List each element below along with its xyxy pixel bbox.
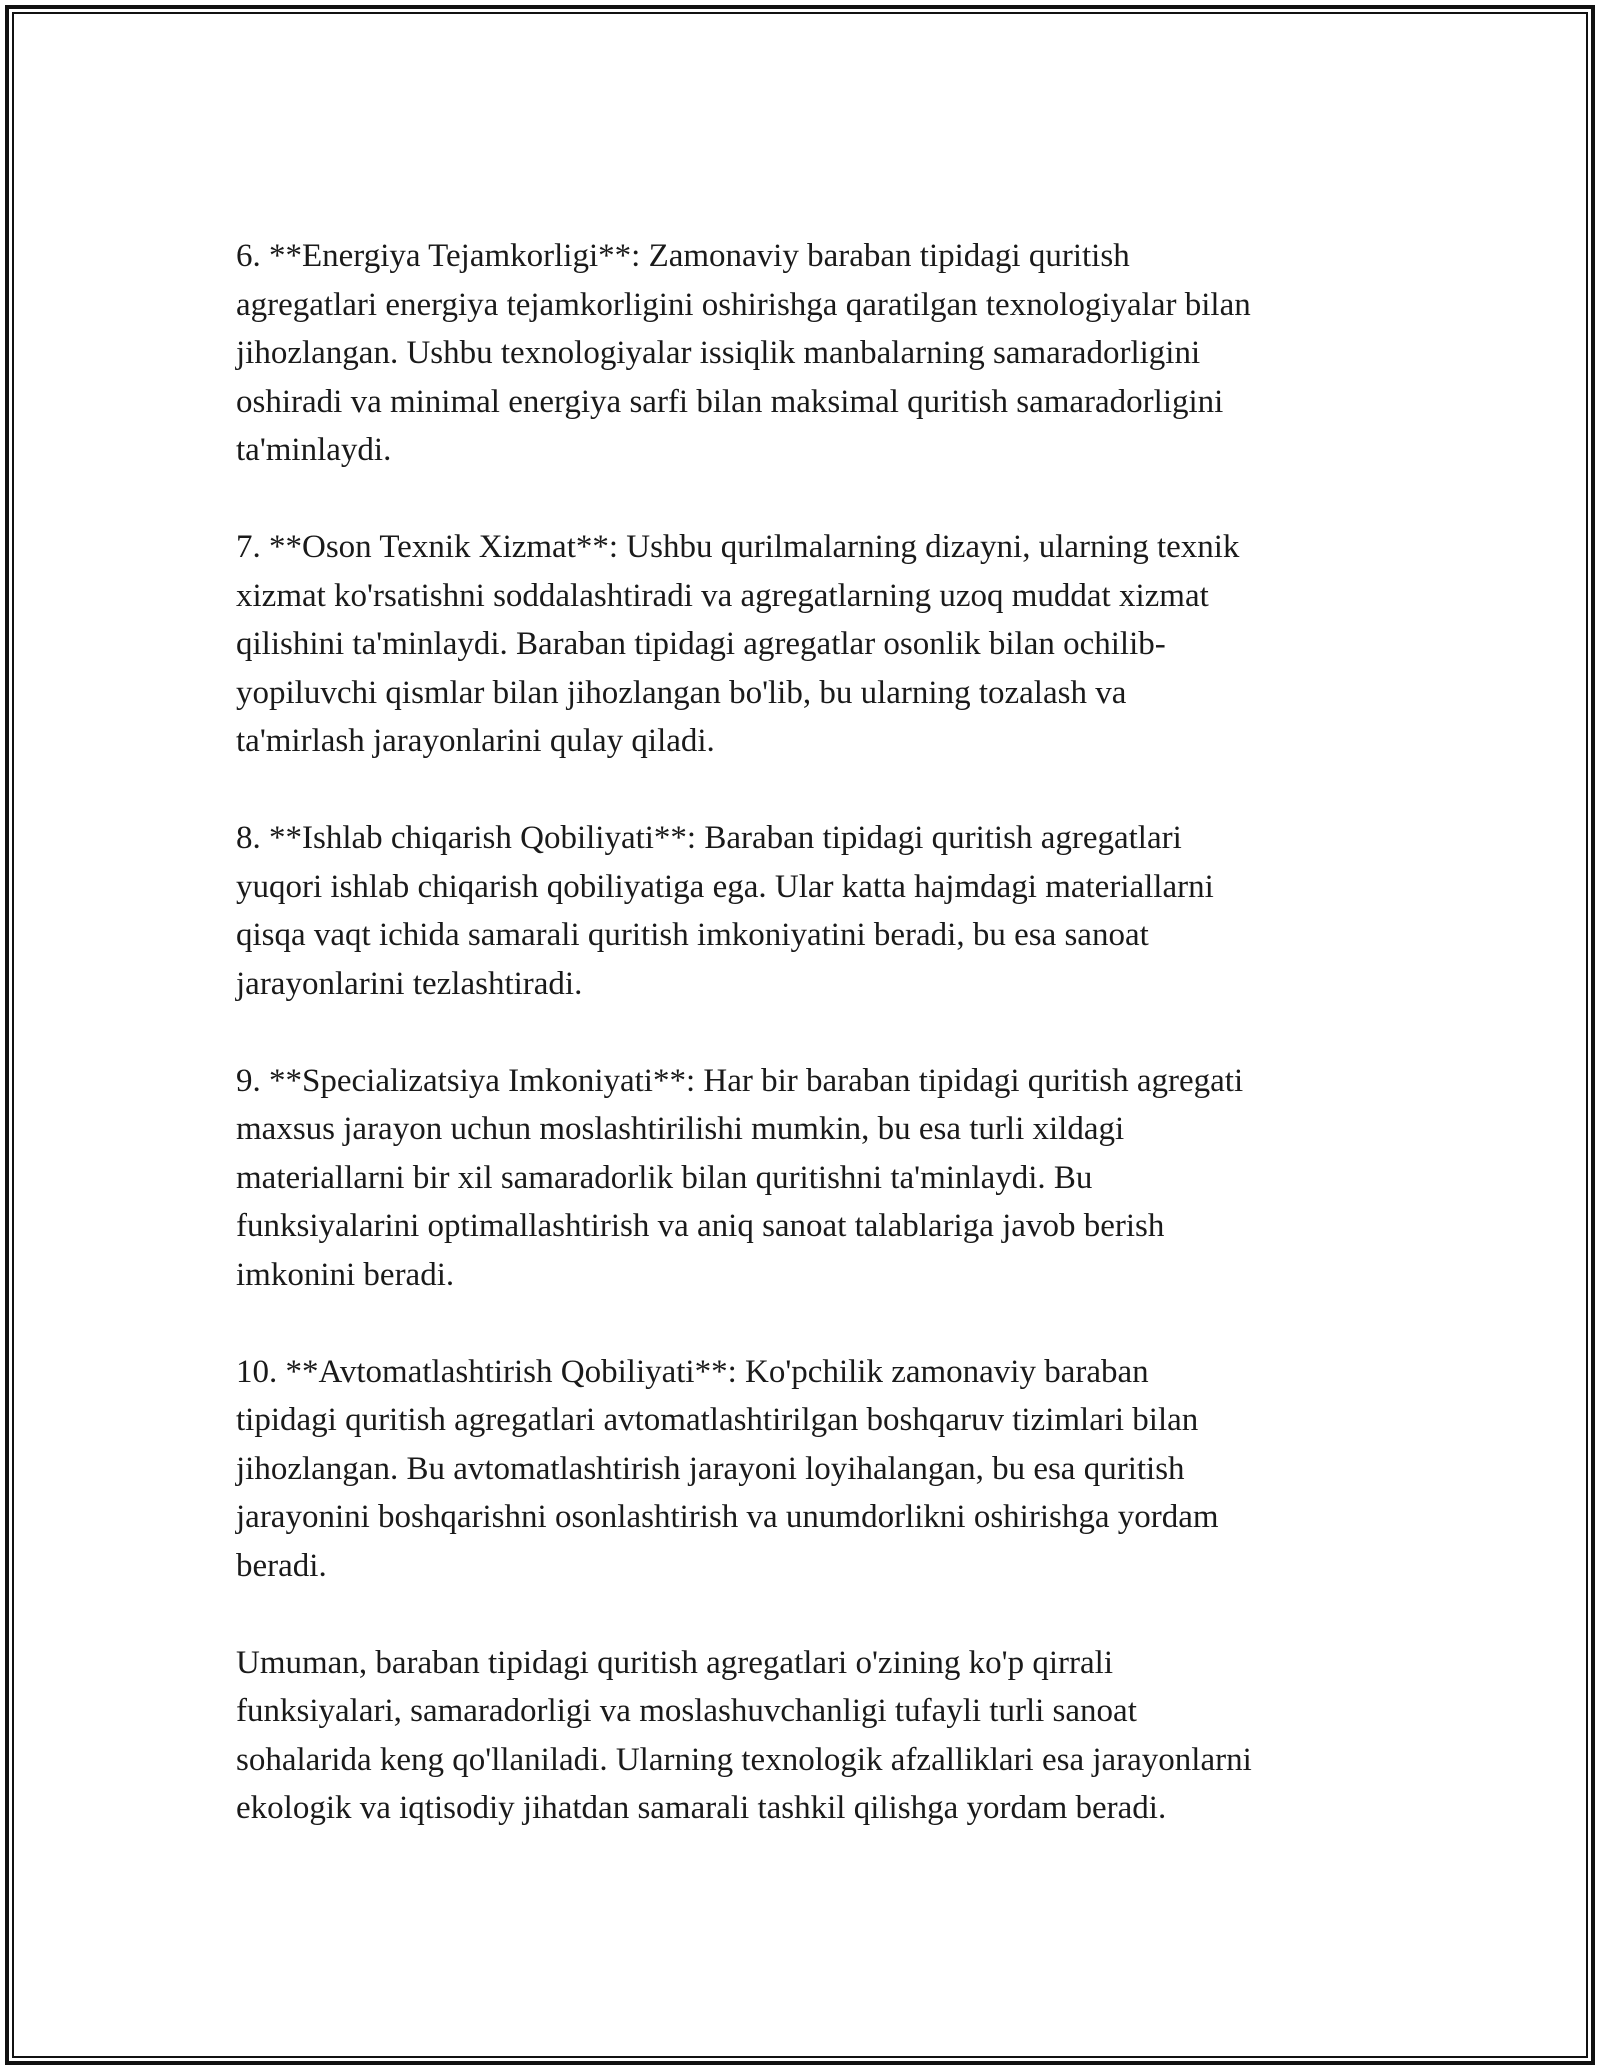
paragraph-automation: 10. **Avtomatlashtirish Qobiliyati**: Ko'pchilik zamonaviy baraban tipidagi quritish agregatlari avtomatlashtirilgan boshqaruv tizimlari bilan jihozlangan. Bu avtomatlashtirish jarayoni loyihalangan, bu esa quritish jarayonini boshqarishni osonlashtirish va unumdorlikni oshirishga yordam beradi. (236, 1353, 1219, 1584)
paragraph-energy-efficiency: 6. **Energiya Tejamkorligi**: Zamonaviy baraban tipidagi quritish agregatlari energiya tejamkorligini oshirishga qaratilgan texnologiyalar bilan jihozlangan. Ushbu texnologiyalar issiqlik manbalarning samaradorligini oshiradi va minimal energiya sarfi bilan maksimal quritish samaradorligini ta'minlaydi. (236, 238, 1251, 468)
paragraph-production-capacity: 8. **Ishlab chiqarish Qobiliyati**: Baraban tipidagi quritish agregatlari yuqori ishlab chiqarish qobiliyatiga ega. Ular katta hajmdagi materiallarni qisqa vaqt ichida samarali quritish imkoniyatini beradi, bu esa sanoat jarayonlarini tezlashtiradi. (236, 820, 1214, 1002)
paragraph-easy-maintenance: 7. **Oson Texnik Xizmat**: Ushbu qurilmalarning dizayni, ularning texnik xizmat ko'rsatishni soddalashtiradi va agregatlarning uzoq muddat xizmat qilishini ta'minlaydi. Baraban tipidagi agregatlar osonlik bilan ochilib- yopiluvchi qismlar bilan jihozlangan bo'lib, bu ularning tozalash va ta'mirlash jarayonlarini qulay qiladi. (236, 529, 1240, 759)
document-body (236, 232, 1376, 1833)
paragraph-specialization: 9. **Specializatsiya Imkoniyati**: Har bir baraban tipidagi quritish agregati maxsus jarayon uchun moslashtirilishi mumkin, bu esa turli xildagi materiallarni bir xil samaradorlik bilan quritishni ta'minlaydi. Bu funksiyalarini optimallashtirish va aniq sanoat talablariga javob berish imkonini beradi. (236, 1062, 1244, 1293)
paragraph-conclusion: Umuman, baraban tipidagi quritish agregatlari o'zining ko'p qirrali funksiyalari, samaradorligi va moslashuvchanligi tufayli turli sanoat sohalarida keng qo'llaniladi. Ularning texnologik afzalliklari esa jarayonlarni ekologik va iqtisodiy jihatdan samarali tashkil qilishga yordam beradi. (236, 1644, 1252, 1826)
